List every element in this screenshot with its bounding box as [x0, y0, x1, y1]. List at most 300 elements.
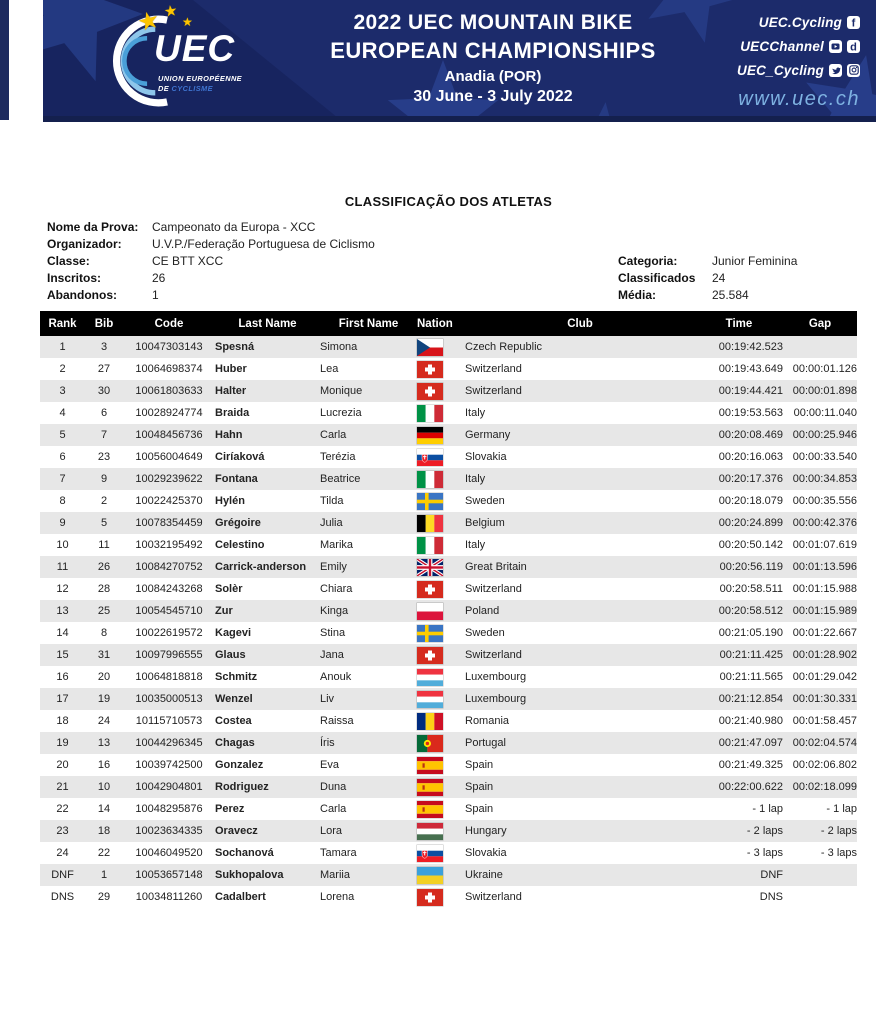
social-row	[737, 10, 860, 34]
table-row	[40, 578, 857, 600]
last-name-cell: Carrick-anderson	[215, 561, 307, 573]
event-title-line1: 2022 UEC MOUNTAIN BIKE	[353, 11, 633, 34]
rank-cell: 8	[59, 495, 66, 507]
logo-subtitle-1: UNION EUROPÉENNE	[158, 74, 243, 83]
twitter-icon	[829, 64, 842, 77]
meta-label: Categoria:	[618, 253, 678, 268]
club-cell: Italy	[465, 473, 486, 485]
column-header-rank: Rank	[40, 311, 85, 336]
race-meta-left	[47, 218, 375, 303]
code-cell: 10053657148	[135, 869, 203, 881]
gap-cell: 00:01:13.596	[792, 561, 857, 573]
table-row	[40, 380, 857, 402]
rank-cell: 14	[56, 627, 69, 639]
hun-flag-icon	[417, 825, 443, 837]
last-name-cell: Halter	[215, 385, 247, 397]
swe-flag-icon	[417, 627, 443, 639]
table-row	[40, 886, 857, 908]
club-cell: Slovakia	[465, 451, 507, 463]
code-cell: 10064698374	[135, 363, 203, 375]
logo-star-icon: ★	[182, 15, 193, 29]
rank-cell: 21	[56, 781, 69, 793]
rank-cell: 3	[59, 385, 66, 397]
meta-row	[47, 252, 375, 269]
code-cell: 10054545710	[135, 605, 203, 617]
nation-cell	[417, 644, 465, 666]
time-cell: - 3 laps	[746, 847, 783, 859]
logo-star-icon: ★	[162, 2, 179, 21]
bib-cell: 23	[97, 451, 111, 463]
bib-cell: 5	[100, 517, 108, 529]
bib-cell: 28	[97, 583, 111, 595]
gap-cell: 00:00:01.126	[792, 363, 857, 375]
rank-cell: 15	[56, 649, 69, 661]
nation-cell	[417, 754, 465, 776]
time-cell: 00:21:11.565	[719, 671, 783, 683]
meta-label: Inscritos:	[47, 270, 102, 285]
time-cell: 00:20:58.511	[719, 583, 783, 595]
nation-cell	[417, 380, 465, 402]
nation-cell	[417, 534, 465, 556]
club-cell: Luxembourg	[465, 671, 527, 683]
last-name-cell: Sukhopalova	[215, 869, 284, 881]
rank-cell: DNF	[51, 869, 74, 881]
table-row	[40, 776, 857, 798]
last-name-cell: Chagas	[215, 737, 255, 749]
swe-flag-icon	[417, 495, 443, 507]
meta-label: Classificados	[618, 270, 696, 285]
nation-cell	[417, 358, 465, 380]
meta-value: 26	[152, 270, 166, 285]
gap-cell: 00:01:29.042	[792, 671, 857, 683]
last-name-cell: Hylén	[215, 495, 245, 507]
club-cell: Switzerland	[465, 891, 522, 903]
rank-cell: 20	[56, 759, 69, 771]
rank-cell: 7	[59, 473, 66, 485]
table-row	[40, 842, 857, 864]
code-cell: 10048456736	[135, 429, 203, 441]
rank-cell: 5	[59, 429, 66, 441]
nation-cell	[417, 424, 465, 446]
code-cell: 10032195492	[135, 539, 203, 551]
bib-cell: 31	[97, 649, 111, 661]
gap-cell: 00:02:06.802	[792, 759, 857, 771]
time-cell: 00:22:00.622	[718, 781, 783, 793]
time-cell: 00:21:11.425	[719, 649, 783, 661]
bib-cell: 20	[97, 671, 111, 683]
time-cell: 00:21:05.190	[718, 627, 783, 639]
bib-cell: 26	[97, 561, 111, 573]
column-header-bib: Bib	[85, 311, 123, 336]
club-cell: Poland	[465, 605, 500, 617]
table-row	[40, 754, 857, 776]
table-row	[40, 644, 857, 666]
club-cell: Portugal	[465, 737, 506, 749]
column-header-first-name: First Name	[320, 311, 417, 336]
bib-cell: 10	[97, 781, 111, 793]
youtube-icon	[829, 40, 842, 53]
time-cell: 00:19:44.421	[718, 385, 783, 397]
rank-cell: 11	[56, 561, 69, 573]
bib-cell: 16	[97, 759, 111, 771]
first-name-cell: Terézia	[320, 451, 356, 463]
code-cell: 10046049520	[135, 847, 203, 859]
rank-cell: 6	[59, 451, 66, 463]
meta-row	[618, 286, 797, 303]
table-row	[40, 688, 857, 710]
gap-cell: 00:01:58.457	[792, 715, 857, 727]
first-name-cell: Duna	[320, 781, 347, 793]
bib-cell: 30	[97, 385, 111, 397]
last-name-cell: Hahn	[215, 429, 243, 441]
club-cell: Slovakia	[465, 847, 507, 859]
table-row	[40, 600, 857, 622]
esp-flag-icon	[417, 781, 443, 793]
table-row	[40, 446, 857, 468]
rank-cell: 19	[56, 737, 69, 749]
code-cell: 10078354459	[135, 517, 203, 529]
logo-subtitle-2: DE CYCLISME	[158, 84, 213, 93]
column-header-gap: Gap	[783, 311, 857, 336]
column-header-code: Code	[123, 311, 215, 336]
first-name-cell: Raissa	[320, 715, 354, 727]
gap-cell: 00:00:25.946	[792, 429, 857, 441]
first-name-cell: Íris	[320, 737, 335, 749]
meta-value: Campeonato da Europa - XCC	[152, 219, 316, 234]
meta-value: U.V.P./Federação Portuguesa de Ciclismo	[152, 236, 375, 251]
svk-flag-icon	[417, 451, 443, 463]
meta-value: CE BTT XCC	[152, 253, 224, 268]
meta-value: 1	[152, 287, 159, 302]
rank-cell: 24	[56, 847, 69, 859]
meta-label: Organizador:	[47, 236, 122, 251]
svk-flag-icon	[417, 847, 443, 859]
gap-cell: 00:01:07.619	[792, 539, 857, 551]
meta-label: Média:	[618, 287, 657, 302]
code-cell: 10044296345	[135, 737, 203, 749]
nation-cell	[417, 710, 465, 732]
last-name-cell: Spesná	[215, 341, 255, 353]
first-name-cell: Kinga	[320, 605, 349, 617]
last-name-cell: Gonzalez	[215, 759, 264, 771]
last-name-cell: Zur	[215, 605, 233, 617]
rank-cell: 18	[56, 715, 69, 727]
column-header-last-name: Last Name	[215, 311, 320, 336]
sui-flag-icon	[417, 385, 443, 397]
nation-cell	[417, 490, 465, 512]
rank-cell: 2	[59, 363, 66, 375]
rank-cell: 13	[56, 605, 69, 617]
club-cell: Hungary	[465, 825, 507, 837]
pol-flag-icon	[417, 605, 443, 617]
last-name-cell: Wenzel	[215, 693, 253, 705]
last-name-cell: Schmitz	[215, 671, 258, 683]
first-name-cell: Simona	[320, 341, 358, 353]
first-name-cell: Monique	[320, 385, 363, 397]
code-cell: 10034811260	[135, 891, 203, 903]
meta-value: Junior Feminina	[712, 253, 798, 268]
club-cell: Italy	[465, 539, 486, 551]
code-cell: 10022619572	[135, 627, 203, 639]
bel-flag-icon	[417, 517, 443, 529]
nation-cell	[417, 336, 465, 358]
table-row	[40, 358, 857, 380]
table-header-row	[40, 311, 857, 336]
club-cell: Luxembourg	[465, 693, 527, 705]
club-cell: Czech Republic	[465, 341, 543, 353]
club-cell: Spain	[465, 781, 494, 793]
social-links	[737, 10, 860, 111]
por-flag-icon	[417, 737, 443, 749]
bib-cell: 9	[100, 473, 108, 485]
last-name-cell: Oravecz	[215, 825, 258, 837]
meta-value: 25.584	[712, 287, 749, 302]
time-cell: DNF	[760, 869, 783, 881]
first-name-cell: Emily	[320, 561, 347, 573]
last-name-cell: Celestino	[215, 539, 265, 551]
bib-cell: 18	[97, 825, 111, 837]
sui-flag-icon	[417, 649, 443, 661]
code-cell: 10039742500	[135, 759, 203, 771]
table-row	[40, 468, 857, 490]
time-cell: DNS	[759, 891, 783, 903]
sui-flag-icon	[417, 583, 443, 595]
first-name-cell: Jana	[320, 649, 344, 661]
document-title: CLASSIFICAÇÃO DOS ATLETAS	[344, 194, 553, 209]
gap-cell: - 2 laps	[820, 825, 857, 837]
ukr-flag-icon	[417, 869, 443, 881]
meta-row	[618, 269, 797, 286]
first-name-cell: Tamara	[320, 847, 357, 859]
bib-cell: 24	[97, 715, 111, 727]
gap-cell: 00:02:04.574	[792, 737, 857, 749]
code-cell: 10115710573	[135, 715, 203, 727]
club-cell: Belgium	[465, 517, 505, 529]
column-header-nation: Nation	[417, 311, 465, 336]
rank-cell: 9	[59, 517, 66, 529]
table-row	[40, 820, 857, 842]
sui-flag-icon	[417, 363, 443, 375]
lux-flag-icon	[417, 693, 443, 705]
last-name-cell: Grégoire	[215, 517, 261, 529]
banner-left-edge	[0, 0, 9, 120]
website-link: www.uec.ch	[738, 88, 860, 110]
club-cell: Switzerland	[465, 649, 522, 661]
social-handle: UECChannel	[740, 38, 824, 54]
time-cell: 00:20:18.079	[718, 495, 783, 507]
club-cell: Spain	[465, 759, 494, 771]
first-name-cell: Carla	[320, 429, 347, 441]
event-location: Anadia (POR)	[444, 68, 542, 85]
club-cell: Switzerland	[465, 583, 522, 595]
first-name-cell: Eva	[320, 759, 339, 771]
ita-flag-icon	[417, 473, 443, 485]
last-name-cell: Perez	[215, 803, 245, 815]
gap-cell: 00:01:15.988	[792, 583, 857, 595]
club-cell: Romania	[465, 715, 510, 727]
bib-cell: 29	[97, 891, 111, 903]
nation-cell	[417, 402, 465, 424]
dailymotion-icon	[847, 40, 860, 53]
gap-cell	[783, 886, 857, 908]
last-name-cell: Solèr	[215, 583, 243, 595]
table-row	[40, 534, 857, 556]
meta-row	[47, 269, 375, 286]
code-cell: 10097996555	[135, 649, 203, 661]
bib-cell: 7	[100, 429, 108, 441]
sui-flag-icon	[417, 891, 443, 903]
gap-cell: 00:00:01.898	[792, 385, 857, 397]
nation-cell	[417, 732, 465, 754]
rou-flag-icon	[417, 715, 443, 727]
time-cell: 00:20:50.142	[718, 539, 783, 551]
gap-cell: 00:01:22.667	[792, 627, 857, 639]
nation-cell	[417, 776, 465, 798]
last-name-cell: Ciríaková	[215, 451, 265, 463]
last-name-cell: Fontana	[215, 473, 258, 485]
gap-cell: 00:00:34.853	[792, 473, 857, 485]
nation-cell	[417, 666, 465, 688]
nation-cell	[417, 512, 465, 534]
time-cell: 00:21:47.097	[718, 737, 783, 749]
first-name-cell: Carla	[320, 803, 347, 815]
table-row	[40, 556, 857, 578]
first-name-cell: Julia	[320, 517, 343, 529]
last-name-cell: Glaus	[215, 649, 246, 661]
time-cell: - 1 lap	[752, 803, 783, 815]
bib-cell: 22	[97, 847, 111, 859]
last-name-cell: Sochanová	[215, 847, 274, 859]
meta-row	[618, 252, 797, 269]
first-name-cell: Lorena	[320, 891, 355, 903]
time-cell: - 2 laps	[746, 825, 783, 837]
club-cell: Switzerland	[465, 363, 522, 375]
gap-cell: 00:01:28.902	[792, 649, 857, 661]
cze-flag-icon	[417, 341, 443, 353]
first-name-cell: Marika	[320, 539, 354, 551]
club-cell: Ukraine	[465, 869, 503, 881]
table-row	[40, 732, 857, 754]
gap-cell: 00:01:15.989	[792, 605, 857, 617]
code-cell: 10064818818	[135, 671, 203, 683]
code-cell: 10084270752	[135, 561, 203, 573]
table-row	[40, 402, 857, 424]
ita-flag-icon	[417, 539, 443, 551]
club-cell: Switzerland	[465, 385, 522, 397]
club-cell: Sweden	[465, 495, 505, 507]
logo-uec-text: UEC	[154, 28, 236, 69]
code-cell: 10047303143	[135, 341, 203, 353]
event-title-line2: EUROPEAN CHAMPIONSHIPS	[330, 38, 656, 63]
nation-cell	[417, 886, 465, 908]
first-name-cell: Lea	[320, 363, 339, 375]
time-cell: 00:20:17.376	[718, 473, 783, 485]
first-name-cell: Chiara	[320, 583, 353, 595]
nation-cell	[417, 820, 465, 842]
time-cell: 00:20:24.899	[718, 517, 783, 529]
nation-cell	[417, 688, 465, 710]
time-cell: 00:21:12.854	[718, 693, 783, 705]
gap-cell: 00:00:11.040	[793, 407, 857, 419]
rank-cell: 16	[56, 671, 69, 683]
esp-flag-icon	[417, 759, 443, 771]
first-name-cell: Stina	[320, 627, 346, 639]
first-name-cell: Mariia	[320, 869, 350, 881]
time-cell: 00:21:49.325	[718, 759, 783, 771]
meta-row	[47, 286, 375, 303]
ger-flag-icon	[417, 429, 443, 441]
club-cell: Great Britain	[465, 561, 527, 573]
column-header-time: Time	[695, 311, 783, 336]
code-cell: 10029239622	[135, 473, 203, 485]
code-cell: 10084243268	[135, 583, 203, 595]
column-header-club: Club	[465, 311, 695, 336]
nation-cell	[417, 578, 465, 600]
rank-cell: 12	[56, 583, 69, 595]
nation-cell	[417, 600, 465, 622]
code-cell: 10028924774	[135, 407, 203, 419]
time-cell: 00:20:58.512	[718, 605, 783, 617]
bib-cell: 13	[97, 737, 111, 749]
table-row	[40, 336, 857, 358]
gap-cell	[783, 864, 857, 886]
rank-cell: 1	[59, 341, 66, 353]
nation-cell	[417, 556, 465, 578]
event-banner	[43, 0, 876, 122]
nation-cell	[417, 798, 465, 820]
last-name-cell: Huber	[215, 363, 247, 375]
last-name-cell: Costea	[215, 715, 252, 727]
table-row	[40, 864, 857, 886]
bib-cell: 1	[100, 869, 108, 881]
gap-cell: - 3 laps	[820, 847, 857, 859]
event-dates: 30 June - 3 July 2022	[413, 88, 573, 105]
gap-cell: - 1 lap	[826, 803, 857, 815]
table-row	[40, 666, 857, 688]
gap-cell: 00:00:42.376	[792, 517, 857, 529]
bib-cell: 8	[100, 627, 108, 639]
code-cell: 10022425370	[135, 495, 203, 507]
gap-cell	[783, 336, 857, 358]
instagram-icon	[847, 64, 860, 77]
event-title	[283, 11, 703, 106]
club-cell: Italy	[465, 407, 486, 419]
meta-value: 24	[712, 270, 726, 285]
table-row	[40, 512, 857, 534]
code-cell: 10048295876	[135, 803, 203, 815]
code-cell: 10035000513	[135, 693, 203, 705]
first-name-cell: Tilda	[320, 495, 344, 507]
gbr-flag-icon	[417, 561, 443, 573]
bib-cell: 25	[97, 605, 111, 617]
rank-cell: DNS	[50, 891, 75, 903]
last-name-cell: Kagevi	[215, 627, 252, 639]
svg-text:f: f	[851, 17, 856, 28]
nation-cell	[417, 446, 465, 468]
bib-cell: 2	[100, 495, 108, 507]
table-row	[40, 798, 857, 820]
social-row	[737, 34, 860, 58]
gap-cell: 00:00:35.556	[792, 495, 857, 507]
ita-flag-icon	[417, 407, 443, 419]
last-name-cell: Cadalbert	[215, 891, 266, 903]
results-table	[40, 311, 857, 908]
table-row	[40, 710, 857, 732]
bib-cell: 27	[97, 363, 111, 375]
gap-cell: 00:00:33.540	[792, 451, 857, 463]
first-name-cell: Beatrice	[320, 473, 361, 485]
social-handle: UEC_Cycling	[737, 62, 824, 78]
